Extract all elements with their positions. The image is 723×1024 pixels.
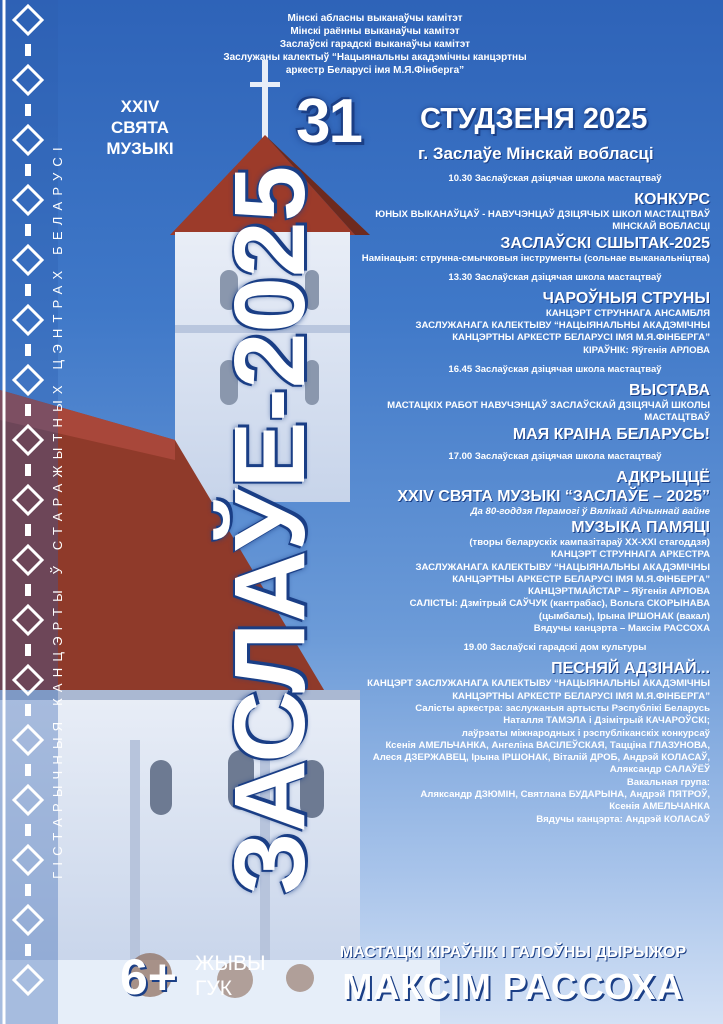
event-line: КІРАЎНІК: Яўгенія АРЛОВА xyxy=(583,344,710,356)
age-rating: 6+ xyxy=(120,949,178,1005)
event-time: 10.30 Заслаўская дзіцячая школа мастацтваў xyxy=(448,173,662,184)
event-line: МАСТАЦКІХ РАБОТ НАВУЧЭНЦАЎ ЗАСЛАЎСКАЙ ДЗІЦЯЧАЙ ШКОЛЫ xyxy=(387,400,710,412)
event-title: КОНКУРС xyxy=(634,191,710,208)
event-time: 16.45 Заслаўская дзіцячая школа мастацтваў xyxy=(448,364,662,376)
event-line: Вакальная група: xyxy=(626,776,710,788)
event-anniversary: Да 80-годдзя Перамогі ў Вялікай Айчыннай вайне xyxy=(470,505,710,517)
organizer-line: Мінскі раённы выканаўчы камітэт xyxy=(290,26,460,37)
event-line: САЛІСТЫ: Дзмітрый САЎЧУК (кантрабас), Вольга СКОРЫНАВА xyxy=(409,598,710,610)
event-line: МАСТАЦТВАЎ xyxy=(644,412,710,424)
event-line: Наталля ТАМЭЛА і Дзімітрый КАЧАРОЎСКІ; xyxy=(503,715,710,727)
event-time: 17.00 Заслаўская дзіцячая школа мастацтваў xyxy=(448,450,662,462)
event-line: Вядучы канцэрта: Андрэй КОЛАСАЎ xyxy=(536,813,710,825)
live-sound-label: ЖЫВЫ ГУК xyxy=(195,952,266,1000)
event-time: 13.30 Заслаўская дзіцячая школа мастацтваў xyxy=(448,271,662,283)
event-title: ПЕСНЯЙ АДЗІНАЙ... xyxy=(551,660,710,678)
event-line: КАНЦЭРТ ЗАСЛУЖАНАГА КАЛЕКТЫВУ “НАЦЫЯНАЛЬНЫ АКАДЭМІЧНЫ xyxy=(367,678,710,690)
event-line: (цымбалы), Ірына ІРШОНАК (вакал) xyxy=(538,610,710,622)
event-line: ЗАСЛУЖАНАГА КАЛЕКТЫВУ “НАЦЫЯНАЛЬНЫ АКАДЭМІЧНЫ xyxy=(415,320,710,332)
event-line: Ксенія АМЕЛЬЧАНКА, Ангеліна ВАСІЛЕЎСКАЯ, Тацціна ГЛАЗУНОВА, xyxy=(385,739,710,751)
big-title: ЗАСЛАЎЕ-2025 xyxy=(214,165,326,895)
event-line: Алеся ДЗЕРЖАВЕЦ, Ірына ІРШОНАК, Віталій ДРОБ, Андрэй КОЛАСАЎ, xyxy=(372,752,710,764)
event-line: КАНЦЭРТНЫ АРКЕСТР БЕЛАРУСІ ІМЯ М.Я.ФІНБЕРГА” xyxy=(452,690,710,702)
event-name: МУЗЫКА ПАМЯЦІ xyxy=(571,518,710,536)
event-name: ЗАСЛАЎСКІ СШЫТАК-2025 xyxy=(500,234,710,252)
event-line: лаўрэаты міжнародных і рэспубліканскіх конкурсаў xyxy=(461,727,710,739)
director-title: МАСТАЦКІ КІРАЎНІК І ГАЛОЎНЫ ДЫРЫЖОР xyxy=(339,944,687,961)
event-line: КАНЦЭРТ СТРУННАГА АНСАМБЛЯ xyxy=(545,307,710,319)
director-name: МАКСІМ РАССОХА xyxy=(342,966,684,1007)
side-band-text: ГІСТАРЫЧНЫЯ КАНЦЭРТЫ Ў СТАРАЖЫТНЫХ ЦЭНТРАХ БЕЛАРУСІ xyxy=(50,141,65,879)
event-title: ЧАРОЎНЫЯ СТРУНЫ xyxy=(542,289,710,307)
organizer-line: Заслаўскі гарадскі выканаўчы камітэт xyxy=(279,39,471,50)
event-line: Вядучы канцэрта – Максім РАССОХА xyxy=(533,623,710,635)
event-line: КАНЦЭРТНЫ АРКЕСТР БЕЛАРУСІ ІМЯ М.Я.ФІНБЕРГА” xyxy=(452,573,710,585)
event-line: Ксенія АМЕЛЬЧАНКА xyxy=(609,801,710,813)
event-title: АДКРЫЦЦЁ xyxy=(616,468,710,486)
event-line: КАНЦЭРТМАЙСТАР – Яўгенія АРЛОВА xyxy=(527,586,710,598)
date-place: г. Заслаўе Мінскай вобласці xyxy=(418,144,654,163)
organizer-line: аркестр Беларусі імя М.Я.Фінберга” xyxy=(285,65,465,76)
event-line: ЮНЫХ ВЫКАНАЎЦАЎ - НАВУЧЭНЦАЎ ДЗІЦЯЧЫХ ШКОЛ МАСТАЦТВАЎ xyxy=(375,209,710,220)
event-time: 19.00 Заслаўскі гарадскі дом культуры xyxy=(463,642,647,654)
event-line: КАНЦЭРТ СТРУННАГА АРКЕСТРА xyxy=(551,549,710,561)
event-title: ВЫСТАВА xyxy=(628,382,710,400)
date-day: 31 xyxy=(296,87,361,156)
event-line: МІНСКАЙ ВОБЛАСЦІ xyxy=(612,221,710,233)
event-name: МАЯ КРАІНА БЕЛАРУСЬ! xyxy=(512,425,710,443)
event-line: Аляксандр ДЗЮМІН, Святлана БУДАРЫНА, Андрэй ПЯТРОЎ, xyxy=(420,789,710,801)
event-line: КАНЦЭРТНЫ АРКЕСТР БЕЛАРУСІ ІМЯ М.Я.ФІНБЕРГА” xyxy=(452,332,710,344)
event-festival: XXIV СВЯТА МУЗЫКІ “ЗАСЛАЎЕ – 2025” xyxy=(397,487,710,505)
organizer-line: Заслужаны калектыў “Нацыянальны акадэмічны канцэртны xyxy=(223,52,527,63)
date-month-year: СТУДЗЕНЯ 2025 xyxy=(420,103,648,135)
event-line: Салісты аркестра: заслужаныя артысты Рэспублікі Беларусь xyxy=(415,702,710,714)
event-line: Аляксандр САЛАЎЁЎ xyxy=(609,764,710,776)
event-line: Намінацыя: струнна-смычковыя інструменты (сольнае выканальніцтва) xyxy=(361,252,710,264)
festival-label: XXIV СВЯТА МУЗЫКІ xyxy=(106,97,174,158)
event-line: ЗАСЛУЖАНАГА КАЛЕКТЫВУ “НАЦЫЯНАЛЬНЫ АКАДЭМІЧНЫ xyxy=(415,561,710,573)
event-line: (творы беларускіх кампазітараў XX-XXI стагоддзя) xyxy=(469,536,710,548)
organizer-line: Мінскі абласны выканаўчы камітэт xyxy=(287,13,463,24)
program xyxy=(280,172,710,826)
